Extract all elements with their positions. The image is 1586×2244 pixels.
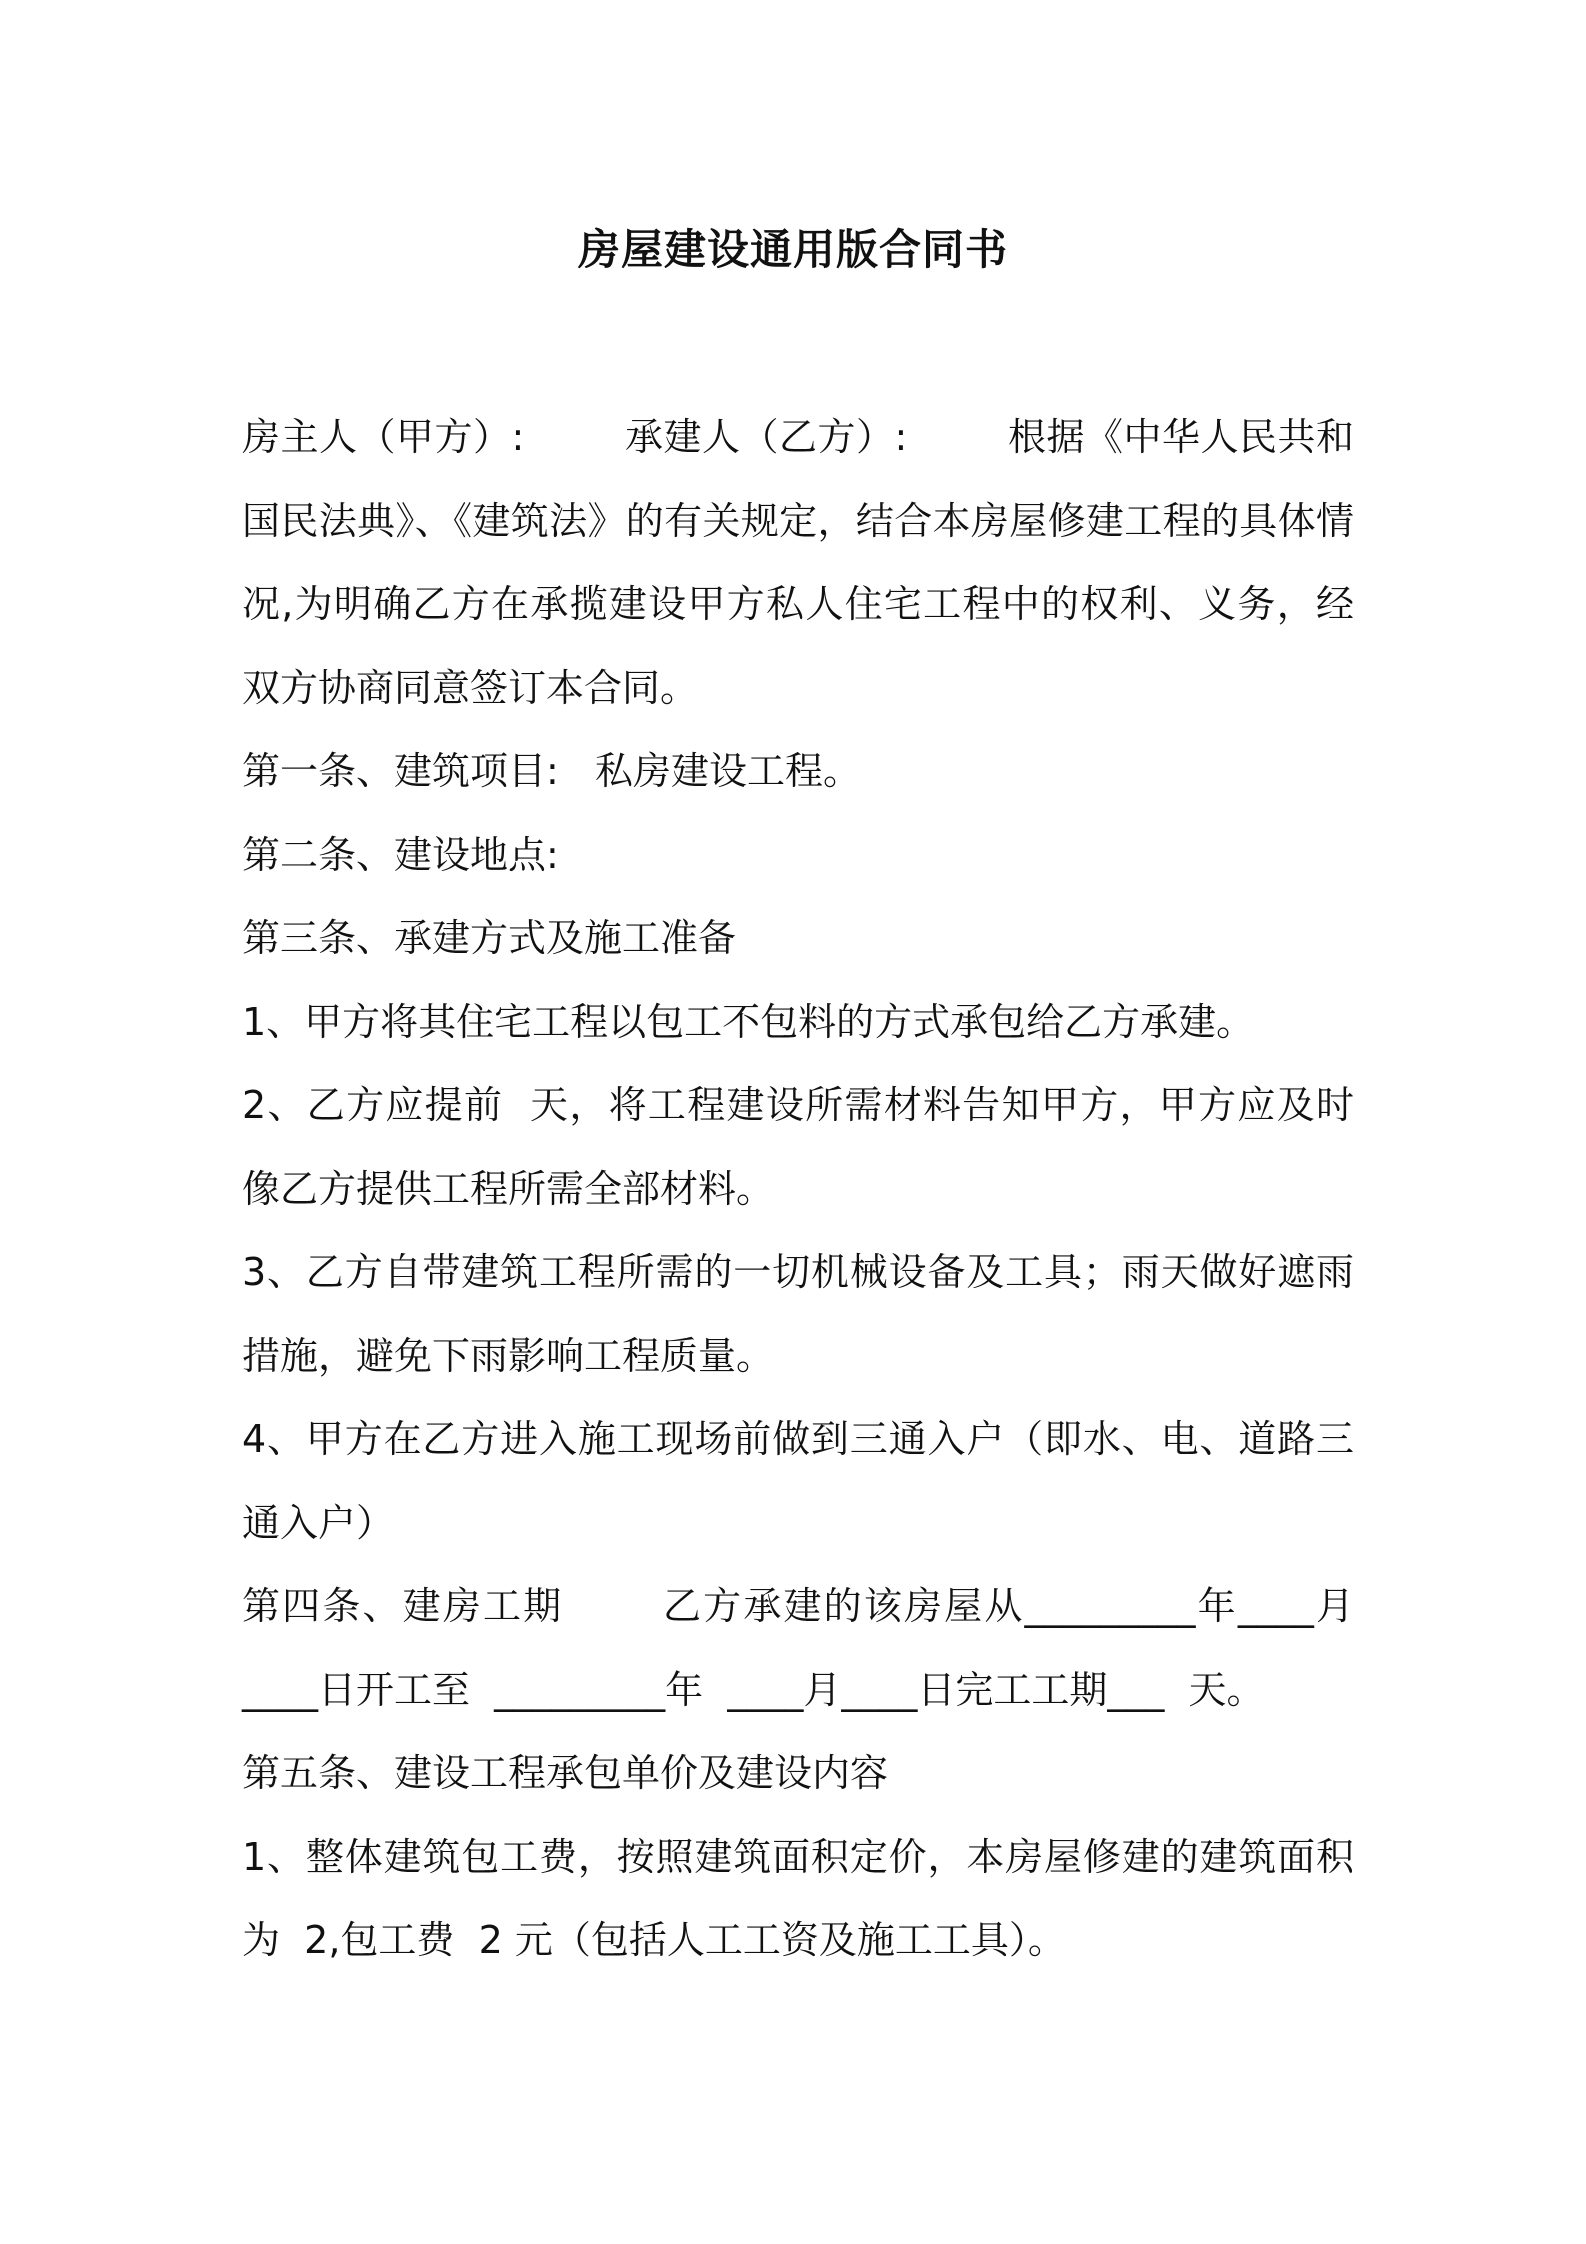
article-3-clause-1: 1、甲方将其住宅工程以包工不包料的方式承包给乙方承建。 — [242, 999, 1255, 1044]
document-title: 房屋建设通用版合同书 — [577, 225, 1008, 274]
preamble-paragraph: 房主人（甲方）: 承建人（乙方）: 根据《中华人民共和国民法典》、《建筑法》的有关规定，结合本房屋修建工程的具体情况,为明确乙方在承揽建设甲方私人住宅工程中的权利、义务，经双方协商同意签订本合同。 — [242, 415, 1354, 710]
article-3-clause-2: 2、乙方应提前 天，将工程建设所需材料告知甲方，甲方应及时像乙方提供工程所需全部材料。 — [242, 1083, 1354, 1211]
document-body — [242, 396, 1354, 1983]
article-1-paragraph: 第一条、建筑项目: 私房建设工程。 — [242, 749, 862, 793]
article-3-heading: 第三条、承建方式及施工准备 — [242, 916, 737, 960]
article-2-paragraph: 第二条、建设地点: — [242, 832, 559, 877]
article-4-paragraph: 第四条、建房工期 乙方承建的该房屋从_________年____月____日开工至 _________年 ____月____日完工工期___ 天。 — [242, 1584, 1354, 1712]
article-5-heading: 第五条、建设工程承包单价及建设内容 — [242, 1751, 889, 1795]
article-3-clause-3: 3、乙方自带建筑工程所需的一切机械设备及工具；雨天做好遮雨措施，避免下雨影响工程质量。 — [242, 1250, 1354, 1378]
article-5-clause-1: 1、整体建筑包工费，按照建筑面积定价，本房屋修建的建筑面积为 2,包工费 2 元（包括人工工资及施工工具）。 — [242, 1834, 1354, 1962]
article-3-clause-4: 4、甲方在乙方进入施工现场前做到三通入户（即水、电、道路三通入户） — [242, 1417, 1354, 1545]
